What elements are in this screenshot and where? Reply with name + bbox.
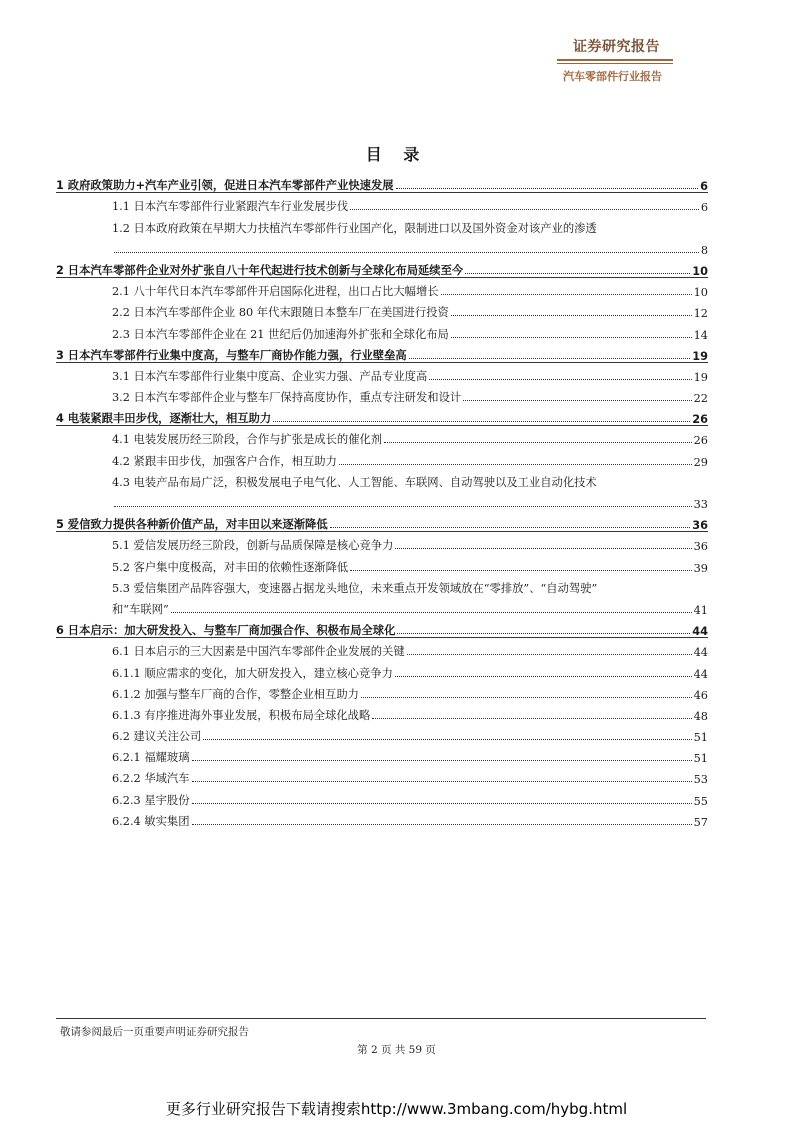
toc-entry[interactable] — [56, 702, 708, 723]
page-number: 第 2 页 共 59 页 — [357, 1044, 436, 1056]
toc-entry-text: 4 电装紧跟丰田步伐，逐渐壮大，相互助力 — [56, 412, 272, 426]
toc-leader — [441, 294, 692, 295]
toc-leader — [330, 527, 691, 528]
toc-leader — [339, 464, 692, 465]
toc-page-number: 51 — [693, 752, 708, 766]
report-category-label: 汽车零部件行业报告 — [563, 70, 662, 83]
toc-page-number: 41 — [693, 603, 708, 617]
toc-leader — [192, 760, 692, 761]
toc-entry-continuation[interactable] — [56, 490, 708, 511]
toc-entry[interactable] — [56, 193, 708, 214]
toc-leader — [350, 209, 699, 210]
toc-leader — [396, 188, 699, 189]
toc-page-number: 12 — [693, 307, 708, 321]
toc-leader — [384, 442, 692, 443]
toc-entry-text: 3.1 日本汽车零部件行业集中度高、企业实力强、产品专业度高 — [112, 369, 428, 383]
toc-leader — [395, 548, 691, 549]
toc-leader — [429, 379, 691, 380]
toc-entry-text: 5.1 爱信发展历经三阶段，创新与品质保障是核心竞争力 — [112, 539, 394, 553]
toc-entry-text: 5.2 客户集中度极高，对丰田的依赖性逐渐降低 — [112, 560, 349, 574]
toc-entry[interactable] — [56, 638, 708, 659]
toc-page-number: 6 — [700, 201, 708, 215]
toc-page-number: 8 — [700, 243, 708, 257]
toc-leader — [114, 252, 699, 253]
toc-entry[interactable] — [56, 447, 708, 468]
toc-page-number: 26 — [693, 434, 708, 448]
toc-entry[interactable] — [56, 214, 708, 235]
toc-leader — [171, 612, 692, 613]
toc-leader — [395, 676, 692, 677]
toc-page-number: 51 — [693, 731, 708, 745]
toc-page-number: 19 — [692, 349, 708, 363]
toc-page-number: 19 — [693, 370, 708, 384]
toc-entry[interactable] — [56, 299, 708, 320]
toc-page-number: 10 — [693, 286, 708, 300]
toc-entry-text: 6.2.1 福耀玻璃 — [112, 751, 190, 765]
toc-entry-text: 2.2 日本汽车零部件企业 80 年代末跟随日本整车厂在美国进行投资 — [112, 306, 449, 320]
toc-entry-text: 6.2.2 华域汽车 — [112, 772, 190, 786]
toc-page-number: 14 — [693, 328, 708, 342]
toc-entry[interactable] — [56, 765, 708, 786]
toc-page-number: 26 — [692, 413, 708, 427]
toc-entry-text: 4.1 电装发展历经三阶段，合作与扩张是成长的催化剂 — [112, 433, 383, 447]
footer-divider — [56, 1018, 706, 1019]
toc-page-number: 10 — [692, 264, 708, 278]
toc-entry-text: 2 日本汽车零部件企业对外扩张自八十年代起进行技术创新与全球化布局延续至今 — [56, 263, 464, 277]
toc-page-number: 36 — [692, 519, 708, 533]
footer-disclaimer: 敬请参阅最后一页重要声明证券研究报告 — [60, 1026, 249, 1038]
toc-entry[interactable] — [56, 363, 708, 384]
toc-page-number: 55 — [693, 794, 708, 808]
toc-entry-text: 6 日本启示：加大研发投入、与整车厂商加强合作、积极布局全球化 — [56, 624, 396, 638]
toc-page-number: 44 — [692, 625, 708, 639]
toc-entry[interactable] — [56, 786, 708, 807]
toc-page-number: 53 — [693, 773, 708, 787]
toc-entry-text: 4.3 电装产品布局广泛，积极发展电子电气化、人工智能、车联网、自动驾驶以及工业自动化技术 — [112, 475, 597, 489]
toc-leader — [451, 315, 692, 316]
toc-entry-text: 6.1.1 顺应需求的变化，加大研发投入，建立核心竞争力 — [112, 666, 393, 680]
toc-entry-text: 和“车联网” — [112, 602, 169, 616]
toc-entry-text: 3.2 日本汽车零部件企业与整车厂保持高度协作，重点专注研发和设计 — [112, 391, 462, 405]
toc-entry-text: 6.1 日本启示的三大因素是中国汽车零部件企业发展的关键 — [112, 645, 405, 659]
toc-entry[interactable] — [56, 278, 708, 299]
toc-entry[interactable] — [56, 426, 708, 447]
toc-entry-text: 2.1 八十年代日本汽车零部件开启国际化进程，出口占比大幅增长 — [112, 285, 439, 299]
toc-entry[interactable] — [56, 532, 708, 553]
toc-entry-text: 2.3 日本汽车零部件企业在 21 世纪后仍加速海外扩张和全球化布局 — [112, 327, 449, 341]
toc-page-number: 29 — [693, 455, 708, 469]
toc-entry[interactable] — [56, 681, 708, 702]
toc-entry[interactable] — [56, 257, 708, 278]
toc-leader — [361, 697, 692, 698]
toc-entry-text: 1.2 日本政府政策在早期大力扶植汽车零部件行业国产化，限制进口以及国外资金对该产业的渗透 — [112, 221, 597, 235]
toc-page-number: 22 — [693, 392, 708, 406]
header-divider — [557, 59, 673, 61]
toc-page-number: 57 — [693, 815, 708, 829]
toc-entry[interactable] — [56, 553, 708, 574]
toc-entry[interactable] — [56, 723, 708, 744]
toc-leader — [465, 273, 690, 274]
toc-entry[interactable] — [56, 342, 708, 363]
toc-entry[interactable] — [56, 511, 708, 532]
toc-entry-text: 6.2 建议关注公司 — [112, 730, 202, 744]
toc-page-number: 36 — [693, 540, 708, 554]
toc-leader — [273, 421, 690, 422]
toc-entry[interactable] — [56, 659, 708, 680]
toc-leader — [409, 358, 691, 359]
toc-leader — [350, 570, 691, 571]
toc-entry[interactable] — [56, 744, 708, 765]
toc-entry-text: 6.2.3 星宇股份 — [112, 793, 190, 807]
toc-entry[interactable] — [56, 172, 708, 193]
toc-page-number: 39 — [693, 561, 708, 575]
toc-entry-continuation[interactable] — [56, 236, 708, 257]
toc-entry[interactable] — [56, 384, 708, 405]
toc-entry-text: 1 政府政策助力+汽车产业引领，促进日本汽车零部件产业快速发展 — [56, 179, 394, 193]
toc-entry-text: 6.2.4 敏实集团 — [112, 814, 190, 828]
toc-entry[interactable] — [56, 808, 708, 829]
toc-entry-continuation[interactable] — [56, 596, 708, 617]
toc-entry-text: 5 爱信致力提供各种新价值产品，对丰田以来逐渐降低 — [56, 518, 328, 532]
toc-entry[interactable] — [56, 320, 708, 341]
download-link[interactable]: 更多行业研究报告下载请搜索http://www.3mbang.com/hybg.html — [165, 1100, 628, 1118]
toc-entry-text: 6.1.3 有序推进海外事业发展，积极布局全球化战略 — [112, 708, 371, 722]
table-of-contents — [56, 172, 708, 829]
toc-page-number: 6 — [700, 180, 708, 194]
toc-entry[interactable] — [56, 405, 708, 426]
toc-leader — [192, 803, 692, 804]
toc-entry-text: 3 日本汽车零部件行业集中度高，与整车厂商协作能力强，行业壁垒高 — [56, 348, 407, 362]
toc-entry-text: 1.1 日本汽车零部件行业紧跟汽车行业发展步伐 — [112, 200, 349, 214]
toc-entry[interactable] — [56, 575, 708, 596]
toc-page-number: 33 — [693, 498, 708, 511]
toc-entry[interactable] — [56, 469, 708, 490]
report-type-label: 证券研究报告 — [573, 39, 660, 55]
toc-leader — [203, 739, 691, 740]
toc-page-number: 48 — [693, 709, 708, 723]
toc-leader — [407, 654, 692, 655]
toc-entry-text: 6.1.2 加强与整车厂商的合作，零整企业相互助力 — [112, 687, 359, 701]
toc-leader — [192, 781, 692, 782]
toc-heading: 目 录 — [365, 145, 428, 164]
toc-leader — [192, 824, 692, 825]
toc-leader — [451, 337, 692, 338]
toc-leader — [372, 718, 691, 719]
header-divider-thin — [557, 63, 673, 64]
toc-leader — [114, 506, 692, 507]
toc-entry[interactable] — [56, 617, 708, 638]
toc-page-number: 44 — [693, 667, 708, 681]
toc-page-number: 46 — [693, 688, 708, 702]
toc-page-number: 44 — [693, 646, 708, 660]
toc-leader — [463, 400, 691, 401]
toc-entry-text: 5.3 爱信集团产品阵容强大，变速器占据龙头地位，未来重点开发领域放在“零排放”、“自动驾驶” — [112, 581, 598, 595]
toc-entry-text: 4.2 紧跟丰田步伐，加强客户合作，相互助力 — [112, 454, 337, 468]
toc-leader — [397, 633, 690, 634]
